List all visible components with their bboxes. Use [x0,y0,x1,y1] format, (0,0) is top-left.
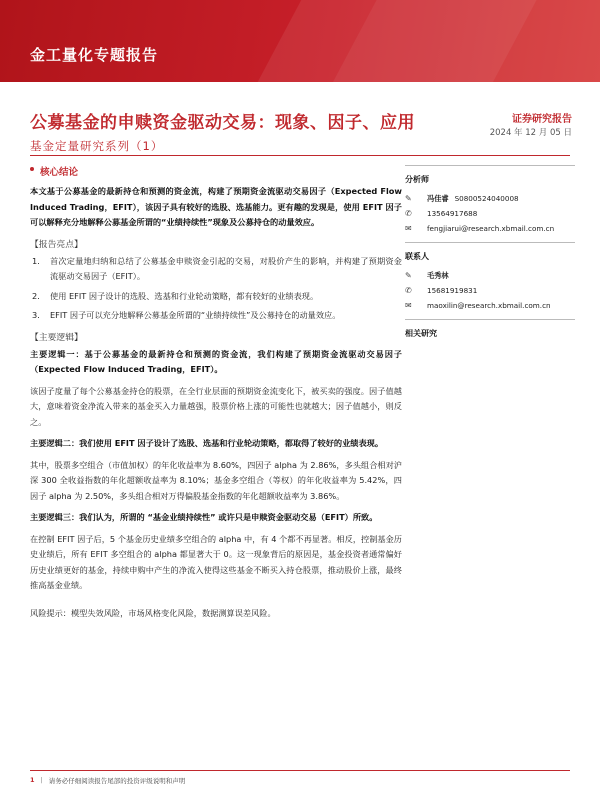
list-text: EFIT 因子可以充分地解释公募基金所谓的“业绩持续性”及公募持仓的动量效应。 [50,310,341,320]
report-title: 公募基金的申赎资金驱动交易：现象、因子、应用 [30,113,415,133]
title-divider [30,155,570,156]
list-text: 使用 EFIT 因子设计的选股、选基和行业轮动策略，都有较好的业绩表现。 [50,290,319,301]
contact-heading: 联系人 [405,252,429,261]
contact-email-row [405,298,575,313]
contact-email[interactable]: maoxilin@research.xbmail.com.cn [427,301,551,310]
logic-two-heading: 主要逻辑二：我们使用 EFIT 因子设计了选股、选基和行业轮动策略，都取得了较好的业绩表现。 [30,438,384,448]
analyst-email-row [405,221,575,236]
core-heading: 核心结论 [40,164,402,178]
analyst-phone-row [405,206,575,221]
logic-one-heading: 主要逻辑一：基于公募基金的最新持仓和预测的资金流，我们构建了预期资金流驱动交易因子（Expected Flow Induced Trading，EFIT）。 [30,348,402,374]
core-summary: 本文基于公募基金的最新持仓和预测的资金流，构建了预期资金流驱动交易因子（Expected Flow Induced Trading，EFIT），该因子具有较好的选股、选基能力。更有趣的发现是，使用 EFIT 因子可以解释充分地解释公募基金所谓的“业绩持续性”现象及公募持仓的动量效应。 [30,186,402,227]
list-item [30,289,402,305]
footer [30,776,185,785]
footer-divider [30,770,570,771]
risk-warning: 风险提示：模型失效风险，市场风格变化风险，数据测算误差风险。 [30,607,276,618]
analyst-heading: 分析师 [405,175,429,184]
list-number: 1. [32,255,40,266]
person-icon: ✎ [405,271,412,280]
footer-separator: | [40,776,43,784]
phone-icon: ✆ [405,286,412,295]
page-number: 1 [30,776,35,784]
analyst-phone: 13564917688 [427,209,478,218]
main-content [30,160,402,621]
person-icon: ✎ [405,194,412,203]
related-heading: 相关研究 [405,329,437,338]
contact-name: 毛秀林 [427,270,449,280]
report-date: 2024 年 12 月 05 日 [489,128,572,138]
header-banner [0,0,600,82]
logic-three-heading: 主要逻辑三：我们认为，所谓的 “基金业绩持续性” 或许只是申赎资金驱动交易（EFIT）所致。 [30,512,378,522]
logic-heading: 【主要逻辑】 [30,332,83,343]
highlights-heading: 【报告亮点】 [30,239,83,250]
footer-disclaimer: 请务必仔细阅读报告尾部的投资评级说明和声明 [48,777,186,785]
logic-two-text: 其中，股票多空组合（市值加权）的年化收益率为 8.60%，四因子 alpha 为 2.86%，多头组合相对沪深 300 全收益指数的年化超额收益率为 8.10%；基金多空组合（等权）的年化收益率为 5.42%，四因子 alpha 为 2.50%，多头组合相对万得偏股基金指数的年化超额收益率为 3.86%。 [30,459,402,501]
analyst-name: 冯佳睿 [427,193,449,203]
analyst-email[interactable]: fengjiarui@research.xbmail.com.cn [427,224,555,233]
logic-one-text: 该因子度量了每个公募基金持仓的股票，在全行业层面的预期资金流变化下，被买卖的强度。因子值越大，意味着资金净流入带来的基金买入力量越强，股票价格上涨的可能性也就越大；因子值越小，则反之。 [30,385,402,427]
banner-title: 金工量化专题报告 [30,46,159,64]
mail-icon: ✉ [405,224,412,233]
contact-phone: 15681919831 [427,286,478,295]
analyst-license: S0800524040008 [454,193,519,203]
list-number: 2. [32,290,40,301]
report-series: 基金定量研究系列（1） [30,139,164,153]
report-type: 证券研究报告 [512,114,572,125]
list-item [30,308,402,324]
phone-icon: ✆ [405,209,412,218]
contact-row [405,268,575,283]
contact-phone-row [405,283,575,298]
list-text: 首次定量地归纳和总结了公募基金申赎资金引起的交易，对股价产生的影响，并构建了预期资金流驱动交易因子（EFIT）。 [50,255,402,281]
mail-icon: ✉ [405,301,412,310]
logic-three-text: 在控制 EFIT 因子后，5 个基金历史业绩多空组合的 alpha 中，有 4 个都不再显著。相反，控制基金历史业绩后，所有 EFIT 多空组合的 alpha 都显著大于 0。这一现象背后的原因是，基金投资者通常偏好历史业绩更好的基金，持续申购中产生的净流入使得这些基金不断买入持仓股票，推动股价上涨，最终推高基金业绩。 [30,533,402,590]
list-item [30,254,402,285]
list-number: 3. [32,310,40,320]
analyst-row [405,191,575,206]
sidebar [405,165,575,345]
